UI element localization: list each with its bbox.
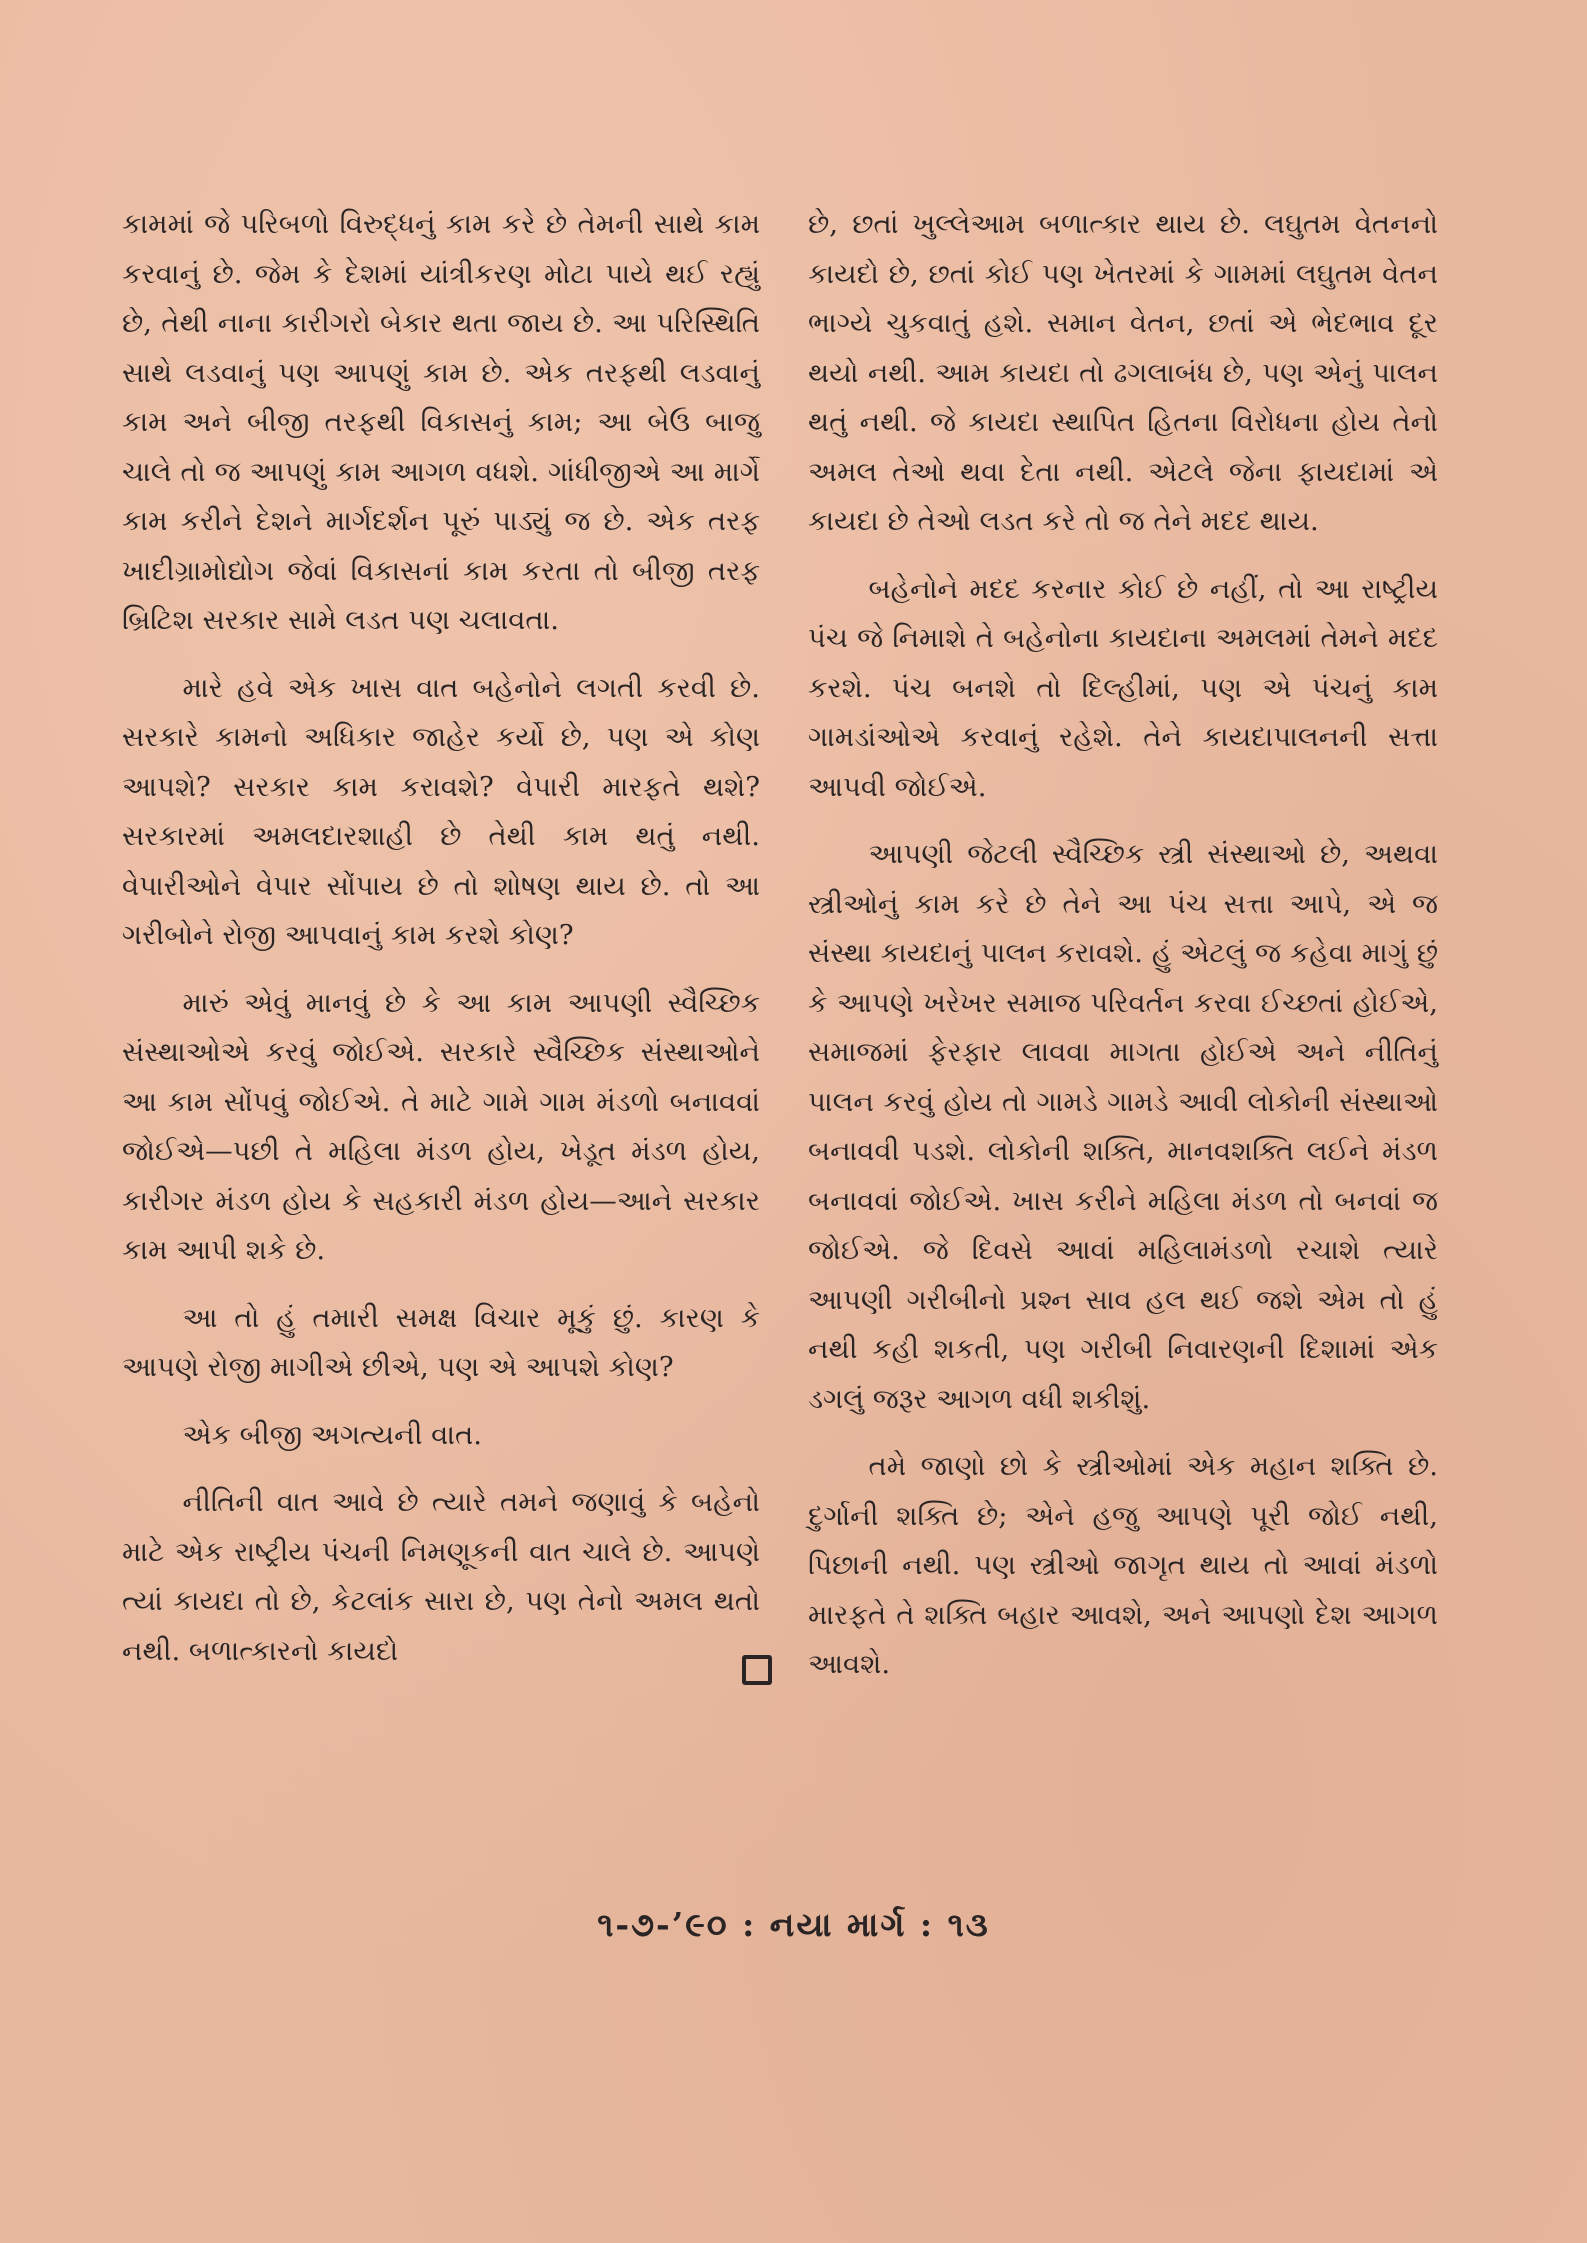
paragraph: આ તો હું તમારી સમક્ષ વિચાર મૂકું છું. કારણ કે આપણે રોજી માગીએ છીએ, પણ એ આપશે કોણ? [122, 1301, 760, 1383]
paragraph: એક બીજી અગત્યની વાત. [182, 1418, 483, 1451]
page-footer: ૧-૭-’૯૦ : નયા માર્ગ : ૧૩ [597, 1905, 990, 1944]
paragraph: છે, છતાં ખુલ્લેઆમ બળાત્કાર થાય છે. લઘુતમ વેતનનો કાયદો છે, છતાં કોઈ પણ ખેતરમાં કે ગામમાં લઘુતમ વેતન ભાગ્યે ચુકવાતું હશે. સમાન વેતન, છતાં એ ભેદભાવ દૂર થયો નથી. આમ કાયદા તો ઢગલાબંધ છે, પણ એનું પાલન થતું નથી. જે કાયદા સ્થાપિત હિતના વિરોધના હોય તેનો અમલ તેઓ થવા દેતા નથી. એટલે જેના ફાયદામાં એ કાયદા છે તેઓ લડત કરે તો જ તેને મદદ થાય. [808, 208, 1438, 537]
end-of-article-square-icon [742, 1655, 772, 1685]
paragraph: મારું એવું માનવું છે કે આ કામ આપણી સ્વૈચ્છિક સંસ્થાઓએ કરવું જોઈએ. સરકારે સ્વૈચ્છિક સંસ્થાઓને આ કામ સોંપવું જોઈએ. તે માટે ગામે ગામ મંડળો બનાવવાં જોઈએ—પછી તે મહિલા મંડળ હોય, ખેડૂત મંડળ હોય, કારીગર મંડળ હોય કે સહકારી મંડળ હોય—આને સરકાર કામ આપી શકે છે. [122, 986, 760, 1266]
paragraph: તમે જાણો છો કે સ્ત્રીઓમાં એક મહાન શક્તિ છે. દુર્ગાની શક્તિ છે; એને હજુ આપણે પૂરી જોઈ નથી, પિછાની નથી. પણ સ્ત્રીઓ જાગૃત થાય તો આવાં મંડળો મારફતે તે શક્તિ બહાર આવશે, અને આપણો દેશ આગળ આવશે. [808, 1450, 1438, 1680]
paragraph: કામમાં જે પરિબળો વિરુદ્ધનું કામ કરે છે તેમની સાથે કામ કરવાનું છે. જેમ કે દેશમાં યાંત્રીકરણ મોટા પાયે થઈ રહ્યું છે, તેથી નાના કારીગરો બેકાર થતા જાય છે. આ પરિસ્થિતિ સાથે લડવાનું પણ આપણું કામ છે. એક તરફથી લડવાનું કામ અને બીજી તરફથી વિકાસનું કામ; આ બેઉ બાજુ ચાલે તો જ આપણું કામ આગળ વધશે. ગાંધીજીએ આ માર્ગે કામ કરીને દેશને માર્ગદર્શન પૂરું પાડ્યું જ છે. એક તરફ ખાદીગ્રામોદ્યોગ જેવાં વિકાસનાં કામ કરતા તો બીજી તરફ બ્રિટિશ સરકાર સામે લડત પણ ચલાવતા. [122, 208, 760, 636]
paragraph: નીતિની વાત આવે છે ત્યારે તમને જણાવું કે બહેનો માટે એક રાષ્ટ્રીય પંચની નિમણૂકની વાત ચાલે છે. આપણે ત્યાં કાયદા તો છે, કેટલાંક સારા છે, પણ તેનો અમલ થતો નથી. બળાત્કારનો કાયદો [122, 1486, 760, 1667]
right-column [808, 200, 1438, 1708]
paragraph: બહેનોને મદદ કરનાર કોઈ છે નહીં, તો આ રાષ્ટ્રીય પંચ જે નિમાશે તે બહેનોના કાયદાના અમલમાં તેમને મદદ કરશે. પંચ બનશે તો દિલ્હીમાં, પણ એ પંચનું કામ ગામડાંઓએ કરવાનું રહેશે. તેને કાયદાપાલનની સત્તા આપવી જોઈએ. [808, 572, 1438, 803]
paragraph: આપણી જેટલી સ્વૈચ્છિક સ્ત્રી સંસ્થાઓ છે, અથવા સ્ત્રીઓનું કામ કરે છે તેને આ પંચ સત્તા આપે, એ જ સંસ્થા કાયદાનું પાલન કરાવશે. હું એટલું જ કહેવા માગું છું કે આપણે ખરેખર સમાજ પરિવર્તન કરવા ઈચ્છતાં હોઈએ, સમાજમાં ફેરફાર લાવવા માગતા હોઈએ અને નીતિનું પાલન કરવું હોય તો ગામડે ગામડે આવી લોકોની સંસ્થાઓ બનાવવી પડશે. લોકોની શક્તિ, માનવશક્તિ લઈને મંડળ બનાવવાં જોઈએ. ખાસ કરીને મહિલા મંડળ તો બનવાં જ જોઈએ. જે દિવસે આવાં મહિલામંડળો રચાશે ત્યારે આપણી ગરીબીનો પ્રશ્ન સાવ હલ થઈ જશે એમ તો હું નથી કહી શકતી, પણ ગરીબી નિવારણની દિશામાં એક ડગલું જરૂર આગળ વધી શકીશું. [808, 838, 1438, 1415]
paragraph: મારે હવે એક ખાસ વાત બહેનોને લગતી કરવી છે. સરકારે કામનો અધિકાર જાહેર કર્યો છે, પણ એ કોણ આપશે? સરકાર કામ કરાવશે? વેપારી મારફતે થશે? સરકારમાં અમલદારશાહી છે તેથી કામ થતું નથી. વેપારીઓને વેપાર સોંપાય છે તો શોષણ થાય છે. તો આ ગરીબોને રોજી આપવાનું કામ કરશે કોણ? [122, 671, 760, 951]
left-column [122, 200, 760, 1694]
